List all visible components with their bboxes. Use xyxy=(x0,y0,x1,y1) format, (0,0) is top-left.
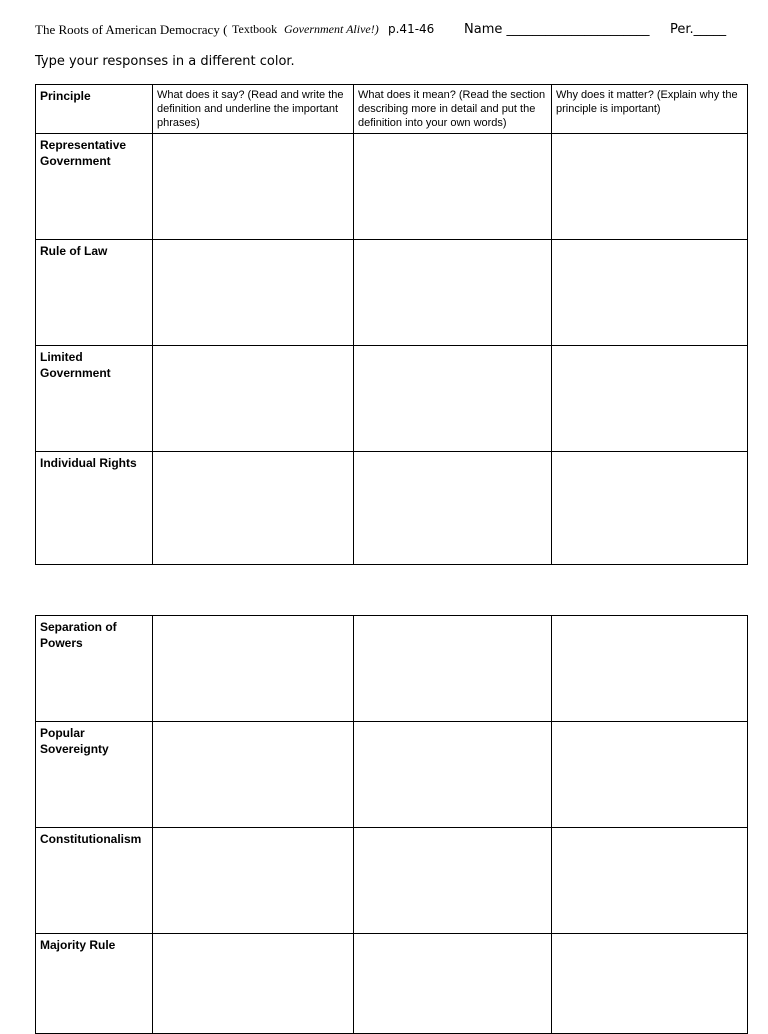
period-field[interactable]: Per._____ xyxy=(670,22,727,37)
response-cell-matters[interactable] xyxy=(552,934,748,1034)
response-cell-matters[interactable] xyxy=(552,452,748,565)
response-cell-means[interactable] xyxy=(354,134,552,240)
principles-table-bottom xyxy=(35,615,748,1034)
table-row xyxy=(36,616,748,722)
principles-table-top xyxy=(35,84,748,565)
table-row xyxy=(36,722,748,828)
response-cell-matters[interactable] xyxy=(552,616,748,722)
principle-label: Popular Sovereignty xyxy=(36,722,153,828)
column-header-why-it-matters: Why does it matter? (Explain why the principle is important) xyxy=(552,85,748,134)
textbook-label: Textbook xyxy=(232,22,278,36)
table-header-row xyxy=(36,85,748,134)
response-cell-matters[interactable] xyxy=(552,240,748,346)
response-cell-means[interactable] xyxy=(354,616,552,722)
title-prefix: The Roots of American Democracy ( xyxy=(35,22,228,37)
name-field[interactable]: Name ______________________ xyxy=(464,22,650,37)
table-row xyxy=(36,828,748,934)
column-header-principle: Principle xyxy=(36,85,153,134)
table-row xyxy=(36,240,748,346)
column-header-what-it-says: What does it say? (Read and write the definition and underline the important phrases) xyxy=(153,85,354,134)
response-cell-means[interactable] xyxy=(354,828,552,934)
textbook-name: Government Alive!) xyxy=(284,22,379,36)
response-cell-says[interactable] xyxy=(153,934,354,1034)
worksheet-header xyxy=(35,22,755,40)
table-row xyxy=(36,346,748,452)
response-cell-matters[interactable] xyxy=(552,828,748,934)
response-cell-says[interactable] xyxy=(153,722,354,828)
response-cell-says[interactable] xyxy=(153,828,354,934)
response-cell-says[interactable] xyxy=(153,452,354,565)
principle-label: Majority Rule xyxy=(36,934,153,1034)
instruction-text: Type your responses in a different color. xyxy=(35,54,295,69)
response-cell-says[interactable] xyxy=(153,240,354,346)
response-cell-means[interactable] xyxy=(354,934,552,1034)
principle-label: Representative Government xyxy=(36,134,153,240)
response-cell-says[interactable] xyxy=(153,346,354,452)
column-header-what-it-means: What does it mean? (Read the section describing more in detail and put the definition into your own words) xyxy=(354,85,552,134)
table-row xyxy=(36,934,748,1034)
principle-label: Limited Government xyxy=(36,346,153,452)
table-row xyxy=(36,134,748,240)
response-cell-matters[interactable] xyxy=(552,134,748,240)
response-cell-means[interactable] xyxy=(354,452,552,565)
response-cell-says[interactable] xyxy=(153,616,354,722)
principle-label: Individual Rights xyxy=(36,452,153,565)
principle-label: Rule of Law xyxy=(36,240,153,346)
response-cell-means[interactable] xyxy=(354,722,552,828)
table-row xyxy=(36,452,748,565)
principle-label: Constitutionalism xyxy=(36,828,153,934)
response-cell-matters[interactable] xyxy=(552,722,748,828)
page-range: p.41-46 xyxy=(388,22,435,36)
principle-label: Separation of Powers xyxy=(36,616,153,722)
response-cell-says[interactable] xyxy=(153,134,354,240)
response-cell-matters[interactable] xyxy=(552,346,748,452)
response-cell-means[interactable] xyxy=(354,346,552,452)
response-cell-means[interactable] xyxy=(354,240,552,346)
